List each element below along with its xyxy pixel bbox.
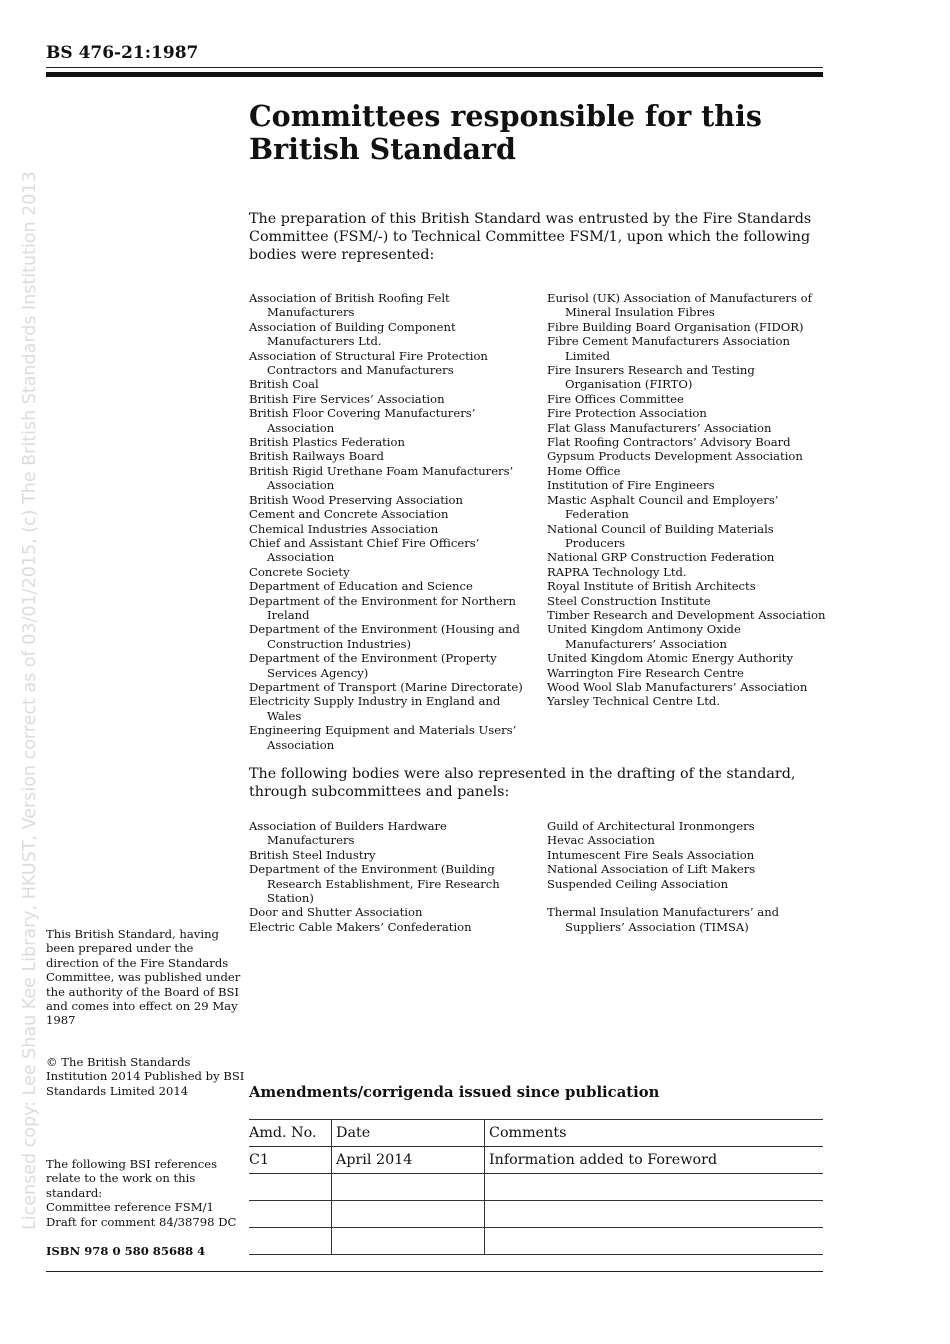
list-item: Cement and Concrete Association [249,507,449,522]
header-rule-thin [46,67,823,68]
bodies-list-right [547,291,827,709]
table-row [249,1228,823,1255]
list-item: National Council of Building Materials Producers [547,521,774,550]
header-comments: Comments [485,1120,824,1147]
header-amd-no: Amd. No. [249,1120,332,1147]
list-item: Association of Builders Hardware Manufacturers [249,819,447,848]
list-item: Engineering Equipment and Materials Users’ Association [249,723,517,752]
list-item: Warrington Fire Research Centre [547,665,744,680]
comments-cell [485,1201,824,1228]
list-item: RAPRA Technology Ltd. [547,564,687,579]
committee-reference: Committee reference FSM/1 [46,1200,214,1215]
list-item: Chief and Assistant Chief Fire Officers’ Association [249,535,480,565]
comments-cell [485,1174,824,1201]
list-item: Mastic Asphalt Council and Employers’ Federation [547,492,779,522]
list-item: Suspended Ceiling Association [547,876,729,891]
list-item: Steel Construction Institute [547,593,711,608]
date-cell [332,1201,485,1228]
list-item: Eurisol (UK) Association of Manufacturers of Mineral Insulation Fibres [547,291,812,320]
list-item: Thermal Insulation Manufacturers’ and Suppliers’ Association (TIMSA) [547,905,780,934]
amd-no-cell [249,1201,332,1228]
list-item: Guild of Architectural Ironmongers [547,819,755,833]
list-item: United Kingdom Antimony Oxide Manufacturers’ Association [547,622,741,651]
references-note: The following BSI references relate to the work on this standard: [46,1157,218,1200]
page-title [249,100,809,166]
header-rule-thick [46,72,823,77]
list-item: British Floor Covering Manufacturers’ Association [249,406,476,435]
list-item: British Rigid Urethane Foam Manufacturers’ Association [249,463,514,493]
list-item: British Coal [249,377,319,392]
list-item: National Association of Lift Makers [547,862,756,877]
list-item: British Plastics Federation [249,435,405,450]
date-cell: April 2014 [332,1147,485,1174]
list-item: Flat Roofing Contractors’ Advisory Board [547,435,791,450]
amendments-title: Amendments/corrigenda issued since publication [249,1084,660,1101]
list-item: Home Office [547,463,621,478]
list-item: Door and Shutter Association [249,905,423,920]
list-item: British Wood Preserving Association [249,492,464,507]
title-line-2: British Standard [249,132,516,166]
header-date: Date [332,1120,485,1147]
license-watermark: Licensed copy: Lee Shau Kee Library, HKUST, Version correct as of 03/01/2015, (c) The British Standards Institution 2013 [20,171,40,1230]
bodies-list-left [249,291,534,752]
publication-note: This British Standard, having been prepared under the direction of the Fire Standards Committee, was published under the authority of the Board of BSI and comes into effect on 29 May 1987 [46,927,241,1028]
list-item: Timber Research and Development Association [547,607,826,622]
bsi-references [46,1157,246,1229]
list-item: Electricity Supply Industry in England and Wales [249,694,501,723]
list-item: Hevac Association [547,833,655,848]
isbn: ISBN 978 0 580 85688 4 [46,1244,206,1258]
list-item: Department of the Environment (Property Services Agency) [249,651,497,680]
list-item: Fire Offices Committee [547,391,684,406]
subcommittee-list-left [249,819,534,934]
list-item: National GRP Construction Federation [547,550,775,565]
list-item: Fire Insurers Research and Testing Organisation (FIRTO) [547,363,755,392]
draft-reference: Draft for comment 84/38798 DC [46,1214,237,1229]
list-item: Wood Wool Slab Manufacturers’ Association [547,679,808,694]
intro-paragraph: The preparation of this British Standard was entrusted by the Fire Standards Committee (FSM/-) to Technical Committee FSM/1, upon which the following bodies were represented: [249,211,812,263]
list-item: United Kingdom Atomic Energy Authority [547,651,793,666]
standard-code: BS 476-21:1987 [46,43,199,63]
date-cell [332,1228,485,1255]
table-row [249,1174,823,1201]
list-item: British Fire Services’ Association [249,391,445,406]
footer-rule [46,1271,823,1272]
list-item: Department of the Environment for Northern Ireland [249,593,516,622]
list-item: Fire Protection Association [547,406,707,421]
list-item: Royal Institute of British Architects [547,579,756,594]
list-item: Association of Building Component Manufacturers Ltd. [249,319,456,349]
list-item: Concrete Society [249,564,350,579]
subcommittee-intro: The following bodies were also represented in the drafting of the standard, through subcommittees and panels: [249,766,796,800]
list-item: Department of Education and Science [249,579,473,594]
amd-no-cell: C1 [249,1147,332,1174]
date-cell [332,1174,485,1201]
list-item: Fibre Building Board Organisation (FIDOR) [547,319,804,334]
amendments-header-row [249,1120,823,1147]
list-item: Institution of Fire Engineers [547,478,715,493]
list-item: Chemical Industries Association [249,521,439,536]
amd-no-cell [249,1174,332,1201]
subcommittee-list-right [547,819,827,934]
list-item: Fibre Cement Manufacturers Association Limited [547,334,790,363]
comments-cell [485,1228,824,1255]
list-item [547,891,827,905]
amd-no-cell [249,1228,332,1255]
list-item: Association of Structural Fire Protection Contractors and Manufacturers [249,348,488,378]
amendments-table [249,1119,823,1255]
comments-cell: Information added to Foreword [485,1147,824,1174]
table-row [249,1147,823,1174]
list-item: Association of British Roofing Felt Manufacturers [249,291,450,320]
list-item: British Railways Board [249,449,384,464]
copyright-note: © The British Standards Institution 2014 Published by BSI Standards Limited 2014 [46,1055,245,1098]
list-item: Department of Transport (Marine Directorate) [249,679,523,694]
list-item: Flat Glass Manufacturers’ Association [547,420,772,435]
table-row [249,1201,823,1228]
list-item: British Steel Industry [249,847,376,862]
list-item: Department of the Environment (Building Research Establishment, Fire Research Station) [249,862,500,906]
list-item: Department of the Environment (Housing and Construction Industries) [249,622,520,651]
list-item: Gypsum Products Development Association [547,449,803,464]
list-item: Electric Cable Makers’ Confederation [249,919,472,934]
list-item: Intumescent Fire Seals Association [547,847,755,862]
title-line-1: Committees responsible for this [249,99,762,133]
list-item: Yarsley Technical Centre Ltd. [547,694,720,709]
